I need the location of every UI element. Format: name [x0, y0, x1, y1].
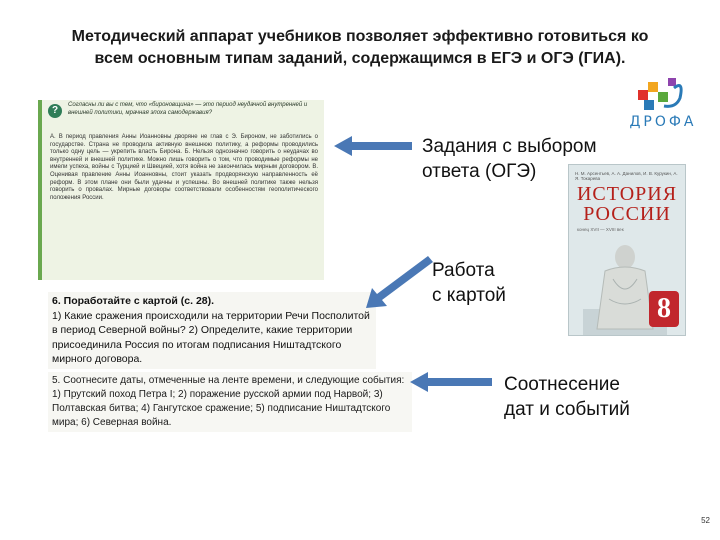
label-dates-line1: Соотнесение: [504, 374, 620, 395]
textbook-question-excerpt: [38, 100, 324, 280]
map-task-number: 6. Поработайте с картой (с. 28).: [52, 295, 215, 307]
book-title-line2: РОССИИ: [583, 203, 671, 225]
question-badge-icon: ?: [48, 104, 62, 118]
dates-task-events: 1) Прутский поход Петра I; 2) поражение русской армии под Нарвой; 3) Полтавская битва; 4) Гангутское сражение; 5) подписание Ништадтского мира; 6) Северная война.: [52, 389, 391, 428]
label-map-line1: Работа: [432, 260, 495, 281]
left-arrow-icon: [410, 370, 494, 394]
book-title-line1: ИСТОРИЯ: [576, 183, 678, 205]
label-dates-line2: дат и событий: [504, 399, 630, 420]
map-task-excerpt: [48, 292, 376, 369]
textbook-cover: [568, 164, 686, 336]
label-dates-events: [504, 372, 630, 422]
slide-title-line1: Методический аппарат учебников позволяет эффективно готовиться ко: [71, 28, 649, 45]
map-task-text: 1) Какие сражения происходили на территории Речи Посполитой в период Северной войны? 2) Определите, какие территории присоединила Россия по итогам подписания Ништадтского мирного договора.: [52, 309, 370, 365]
label-choice-line1: Задания с выбором: [422, 136, 597, 157]
label-map-line2: с картой: [432, 285, 506, 306]
label-choice-line2: ответа (ОГЭ): [422, 161, 537, 182]
dates-task-text: 5. Соотнесите даты, отмеченные на ленте времени, и следующие события:: [52, 375, 405, 386]
question-text: Согласны ли вы с тем, что «бироновщина» — это период неудачной внутренней и внешней политики, мрачная эпоха самодержавия?: [68, 102, 308, 116]
book-subtitle: конец XVII — XVIII век: [577, 227, 624, 232]
answer-options-text: А. В период правления Анны Иоанновны дворяне не глав с Э. Бироном, не заботились о государстве. Страна не проводила активную внешнюю политику, а реформы проводились только одну цель — укрепить власть Бирона. Б. Нельзя однозначно говорить о неудачах во внутренней и внешней политике. Можно лишь говорить о том, что проводимые реформы не имели успеха, войны с Турцией и Швецией, хотя война не закончилась мирным договором. В. Оценивая правление Анны Иоанновны, стоит указать продворянскую направленность её реформ. В этом плане они были удачны и успешны. Во внешней политике также нельзя говорить о провалах. Мирные договоры соответствовали особенностям геополитического положения России.: [50, 134, 318, 201]
page-number: 52: [701, 516, 710, 525]
left-arrow-icon: [334, 134, 414, 158]
logo-text: ДРОФА: [629, 114, 697, 130]
down-left-arrow-icon: [364, 252, 436, 312]
slide-title-line2: всем основным типам заданий, содержащимся в ЕГЭ и ОГЭ (ГИА).: [94, 50, 626, 67]
label-map-work: [432, 258, 506, 308]
grade-badge: 8: [649, 291, 679, 327]
dates-task-excerpt: [48, 372, 412, 432]
book-authors: Н. М. Арсентьев, А. А. Данилов, И. В. Курукин, А. Я. Токарева: [575, 171, 678, 181]
slide-title: [20, 26, 700, 70]
